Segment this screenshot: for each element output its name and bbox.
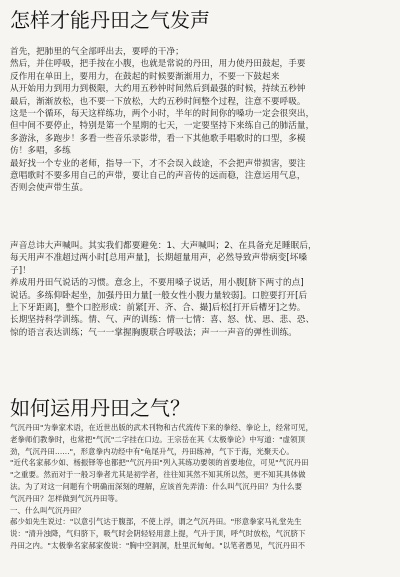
text-line: 仿！多唱，多练 — [10, 146, 71, 157]
text-line: 每天用声不准超过两小时[总用声量]，长期超量用声，必然导致声带病变[坏嗓 — [10, 253, 308, 264]
text-line: 老拳师们教拳时，也常把"气沉"二字挂在口边。王宗岳在其《太极拳论》中写道："虚领顶 — [10, 434, 306, 444]
text-line: 养成用丹田气说话的习惯。意念上，不要用嗓子说话，用小腹[脐下两寸的点] — [10, 278, 304, 289]
text-line: "之重要。然而对于一般习拳者尤其是初学者，往往知其然不知其所以然，更不知其具体做 — [10, 470, 306, 480]
breathing-exercise-paragraph — [10, 46, 390, 195]
text-line: 子]！ — [10, 265, 31, 276]
text-line: 从开始用力到用力到极限，大约用五秒钟时间然后到最强的时候，持续五秒钟 — [10, 84, 306, 95]
text-line: 劲，气沉丹田......"，形意拳内功经中有"龟尾升气，丹田练神，气下于海，光聚天心。 — [10, 446, 294, 456]
qi-sinking-paragraph — [10, 422, 390, 552]
text-line: 惊的语言表达训练；气一一掌握胸腹联合呼吸法；声一一声音的弹性训练。 — [10, 327, 297, 338]
text-line: 最好找一个专业的老师，指导一下，才不会误入歧途，不会把声带损害，要注 — [10, 158, 306, 169]
text-line: 长期坚持科学训练。情、气、声的训练：情一七情：喜、怒、忧、思、悲、恐、 — [10, 315, 315, 326]
text-line: 说："清升浊降，气归脐下，吸气时会阴轻轻用意上提，气升于顶，呼气时放松，气沉脐下 — [10, 529, 306, 539]
text-line: 多游泳，多跑步！多看一些音乐录影带，看一下其他歌手唱歌时的口型，多模 — [10, 133, 306, 144]
text-line: 最后，渐渐放松，也不要一下放松，大约五秒时间整个过程，注意不要呼吸。 — [10, 96, 306, 107]
text-line: 这是一个循环，每天这样练功，两个小时，半年的时间你的嗓功一定会很突出， — [10, 109, 315, 120]
section-title-using-dantian: 如何运用丹田之气？ — [10, 396, 190, 420]
voice-care-paragraph — [10, 240, 390, 339]
section-title-dantian-voice: 怎样才能丹田之气发声 — [10, 8, 210, 32]
text-line: 法。为了对这一问题有个明确而深刻的理解，应该首先弄清：什么叫气沉丹田？为什么要 — [10, 481, 303, 491]
text-line: 气沉丹田？怎样做到气沉丹田等。 — [10, 493, 123, 503]
text-line: 气沉丹田"为拳家术语，在近世出版的武术刊物和古代流传下来的拳经、拳论上，经常可见， — [10, 423, 314, 432]
text-line: 但中间不要停止，特别是第一个星期的七天，一定要坚持下来练自己的肺活量， — [10, 121, 315, 132]
text-line: 上下牙距离]，整个口腔形成：前紧[开、齐、合、撮]后松[打开后槽牙]之势。 — [10, 303, 306, 314]
text-line: 声音总讳大声喊叫。其实我们都要避免：1、大声喊叫；2、在具备充足睡眠后， — [10, 241, 317, 251]
text-line: 然后，并住呼吸，把手按在小腹，也就是常说的丹田，用力使丹田鼓起，手要 — [10, 59, 306, 70]
subheading-line: 一、什么叫气沉丹田？ — [10, 505, 85, 515]
text-line: 意唱歌时不要多用自己的声带，要让自己的声音传的远而稳，注意运用气息， — [10, 171, 306, 182]
text-line: "近代名家郝少如、杨振铎等也都把"气沉丹田"列入其练功要领的首要地位，可见"气沉丹田 — [10, 458, 309, 468]
text-line: 丹田之内。"太极拳名家郝家俊说："胸中空洞洞，肚里沉甸甸。"以笔者愚见，气沉丹田不 — [10, 540, 306, 550]
text-line: 反作用在单田上，要用力，在鼓起的时候要渐渐用力，不要一下鼓起来 — [10, 71, 280, 82]
text-line: 说话。多练仰卧起坐，加强丹田力量[一般女性小腹力量较弱]。口腔要打开[后 — [10, 290, 308, 301]
text-line: 郝少如先生说过："以意引气达于腹部，不使上浮，谓之气沉丹田。"形意拳家马礼堂先生 — [10, 517, 302, 527]
text-line: 否则会使声带生茧。 — [10, 183, 89, 194]
text-line: 首先，把肺里的气全部呼出去，要呼的干净； — [10, 47, 184, 57]
